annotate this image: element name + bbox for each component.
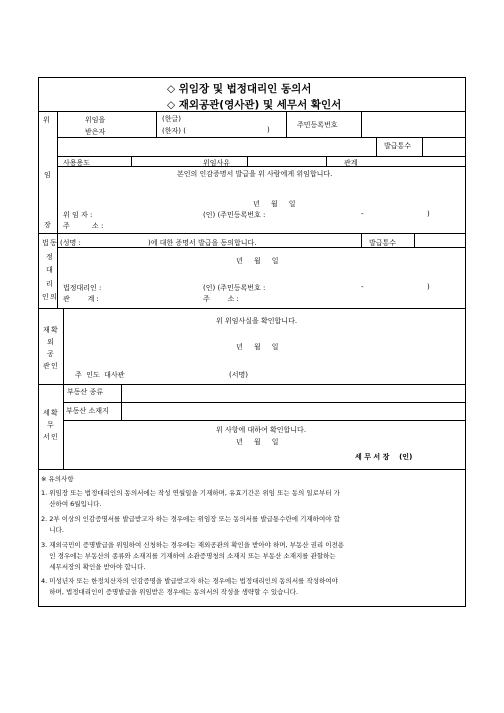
guardian-dash: -: [361, 283, 364, 291]
guardian-side-char: 리: [46, 280, 53, 288]
tax-side-char: 확: [51, 409, 58, 417]
note-line: 2. 2부 이상의 인감증명서를 발급받고자 하는 경우에는 위임장 또는 동의서를 발급통수란에 기재하여야 합: [41, 515, 340, 523]
guardian-side-char: 의: [50, 293, 57, 301]
delegation-side-char: 장: [44, 221, 51, 229]
guardian-side-char: 동: [50, 239, 57, 247]
tax-side-char: 무: [47, 421, 54, 429]
guardian-date: 년 월 일: [236, 257, 279, 265]
delegation-side-char: 임: [44, 171, 51, 179]
tax-side-char: 인: [51, 433, 58, 441]
embassy-date: 년 월 일: [236, 343, 279, 351]
relation-label: 관계: [344, 159, 358, 167]
delegation-date: 년 월 일: [253, 200, 296, 208]
guardian-side-char: 정: [46, 253, 53, 261]
note-line: 인 경우에는 부동산의 종류와 소재지를 기재하여 소관증명청의 소재지 또는 부동산 소재지를 관할하는: [41, 552, 336, 560]
form-title: ◇ 위임장 및 법정대리인 동의서: [167, 83, 312, 95]
embassy-side-char: 확: [51, 326, 58, 334]
reason-label: 위임사유: [203, 159, 231, 167]
name-hanja-close: ): [267, 126, 270, 134]
form-subtitle: ◇ 재외공관(영사관) 및 세무서 확인서: [167, 99, 342, 111]
embassy-side-char: 인: [51, 362, 58, 370]
embassy-side-char: 관: [43, 362, 50, 370]
name-korean-field[interactable]: (한글): [162, 115, 181, 123]
tax-signature: 세 무 서 장 (인): [355, 453, 413, 461]
guardian-side-char: 법: [42, 239, 49, 247]
recipient-label: 위임을: [85, 116, 106, 124]
tax-statement: 위 사항에 대하여 확인합니다.: [216, 426, 307, 434]
delegator-address-line[interactable]: 주 소 :: [63, 222, 104, 230]
guardian-seal-line: (인) (주민등록번호 :: [203, 284, 266, 292]
usage-label: 사용용도: [63, 159, 91, 167]
embassy-side-char: 공: [47, 350, 54, 358]
embassy-side-char: 재: [43, 326, 50, 334]
notes-heading: ※ 유의사항: [41, 475, 74, 483]
property-location-label: 부동산 소재지: [66, 407, 109, 415]
tax-date: 년 월 일: [236, 438, 279, 446]
guardian-side-char: 대: [46, 266, 53, 274]
guardian-close-paren: ): [427, 283, 430, 291]
note-line: 산하여 6월입니다.: [41, 500, 102, 508]
note-line: 니다.: [41, 526, 64, 534]
issue-count-label: 발급통수: [384, 142, 412, 150]
delegator-close-paren: ): [427, 210, 430, 218]
note-line: 세무서장의 확인을 받아야 합니다.: [41, 563, 146, 571]
guardian-relation-line[interactable]: 관 계 :: [63, 295, 99, 303]
tax-side-char: 서: [43, 433, 50, 441]
form-frame: [38, 77, 466, 607]
resident-no-label: 주민등록번호: [297, 121, 338, 129]
delegator-name-line[interactable]: 위 임 자 :: [63, 211, 93, 219]
guardian-address-line[interactable]: 주 소 :: [203, 295, 239, 303]
tax-side-char: 세: [43, 409, 50, 417]
recipient-label: 받은자: [85, 128, 106, 136]
delegation-side-label: 위: [43, 116, 50, 124]
embassy-side-char: 외: [47, 338, 54, 346]
legal-agent-line[interactable]: 법정대리인 :: [63, 284, 102, 292]
guardian-issue-count-label: 발급통수: [369, 239, 397, 247]
note-line: 하며, 법정대리인이 증명발급을 위임받은 경우에는 동의서의 작성을 생략할 수 있습니다.: [41, 588, 299, 596]
consent-statement: )에 대한 증명서 발급을 동의합니다.: [148, 239, 257, 247]
note-line: 3. 재외국민이 증명발급을 위임하여 신청하는 경우에는 재외공관의 확인을 받아야 하며, 부동산 권리 이전용: [41, 541, 345, 549]
embassy-sign: (서명): [229, 371, 248, 379]
embassy-statement: 위 위임사실을 확인합니다.: [216, 317, 298, 325]
delegation-statement: 본인의 인감증명서 발급을 위 사람에게 위임합니다.: [177, 170, 333, 178]
consent-name-line[interactable]: (성명 :: [60, 239, 81, 247]
property-type-label: 부동산 종류: [67, 388, 104, 396]
note-line: 1. 위임장 또는 법정대리인의 동의서에는 작성 연월일을 기재하며, 유효기간은 위임 또는 동의 일로부터 가: [41, 489, 340, 497]
name-hanja-field[interactable]: (한자) (: [162, 127, 186, 135]
delegator-dash: -: [361, 210, 364, 218]
guardian-side-char: 인: [42, 293, 49, 301]
delegator-seal-line: (인) (주민등록번호 :: [203, 211, 266, 219]
note-line: 4. 미성년자 또는 한정치산자의 인감증명을 발급받고자 하는 경우에는 법정대리인의 동의서를 작성하여야: [41, 577, 338, 585]
embassy-name: 주 인도 대사관: [75, 371, 125, 379]
